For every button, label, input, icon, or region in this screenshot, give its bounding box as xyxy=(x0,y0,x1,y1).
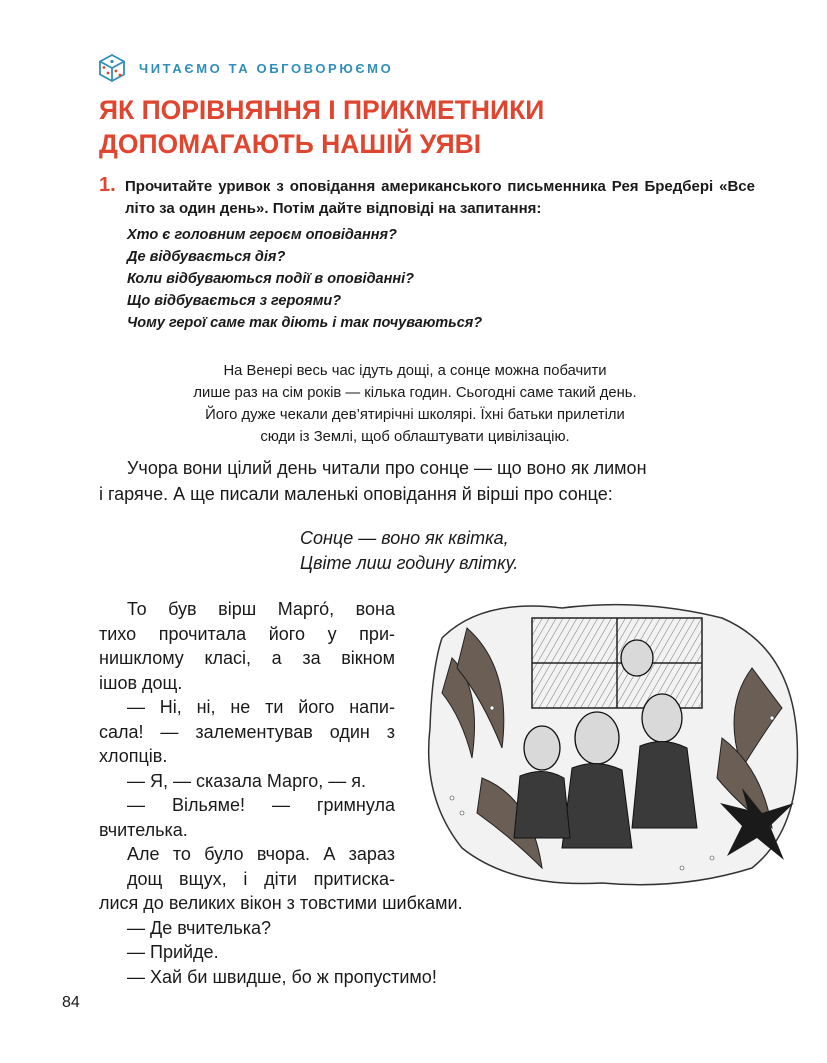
story-line: — Я, — сказала Марго, — я. xyxy=(127,770,367,791)
intro-line: сюди із Землі, щоб облаштувати цивілізацію. xyxy=(260,429,570,445)
story-line: — Ні, ні, не ти його напи- xyxy=(127,697,395,717)
story-line: То був вірш Марго́, вона xyxy=(127,599,395,619)
paragraph-line: Учора вони цілий день читали про сонце — що воно як лимон xyxy=(127,458,647,478)
paragraph-line: і гаряче. А ще писали маленькі оповідання й вірші про сонце: xyxy=(99,484,613,504)
title-line: ЯК ПОРІВНЯННЯ І ПРИКМЕТНИКИ xyxy=(99,95,545,125)
section-label: ЧИТАЄМО ТА ОБГОВОРЮЄМО xyxy=(139,60,394,76)
story-line: дощ вщух, і діти притиска- xyxy=(127,868,395,889)
classroom-rain-illustration xyxy=(422,598,806,890)
story-line: сала! — залементував один з xyxy=(99,721,395,742)
dice-cube-icon xyxy=(99,54,125,82)
story-line: — Прийде. xyxy=(127,942,219,962)
poem-line: Цвіте лиш годину влітку. xyxy=(300,553,519,573)
story-line: — Вільяме! — гримнула xyxy=(127,795,395,815)
story-line: хлопців. xyxy=(99,746,168,766)
intro-line: лише раз на сім років — кілька годин. Сьогодні саме такий день. xyxy=(193,385,637,401)
section-header xyxy=(99,54,393,82)
question-item: Хто є головним героєм оповідання? xyxy=(127,227,397,243)
story-line: Але то було вчора. А зараз xyxy=(127,844,395,864)
intro-line: На Венері весь час ідуть дощі, а сонце можна побачити xyxy=(223,363,607,379)
page-number: 84 xyxy=(62,994,80,1011)
story-line: тихо прочитала його у при- xyxy=(99,623,395,644)
story-line: лися до великих вікон з товстими шибками. xyxy=(99,893,463,913)
story-line: вчителька. xyxy=(99,819,188,840)
page-title xyxy=(99,93,799,161)
question-item: Коли відбуваються події в оповіданні? xyxy=(127,271,415,287)
story-line: — Де вчителька? xyxy=(127,917,272,938)
intro-line: Його дуже чекали дев’ятирічні школярі. Їхні батьки прилетіли xyxy=(205,407,625,423)
question-item: Де відбувається дія? xyxy=(127,249,286,265)
poem xyxy=(300,526,560,576)
title-line: ДОПОМАГАЮТЬ НАШІЙ УЯВІ xyxy=(99,129,482,159)
story-line: ішов дощ. xyxy=(99,672,183,693)
story-line: нишклому класі, а за вікном xyxy=(99,648,395,668)
story-intro xyxy=(130,360,700,448)
poem-line: Сонце — воно як квітка, xyxy=(300,528,509,548)
question-list xyxy=(127,224,755,334)
story-paragraph xyxy=(99,455,755,507)
question-item: Чому герої саме так діють і так почуваються? xyxy=(127,315,483,331)
question-item: Що відбувається з героями? xyxy=(127,293,342,309)
story-line: — Хай би швидше, бо ж пропустимо! xyxy=(127,966,437,987)
task-number: 1. xyxy=(99,174,116,196)
task-instruction: Прочитайте уривок з оповідання американського письменника Рея Бредбері «Все літо за один день». Потім дайте відповіді на запитання: xyxy=(125,178,755,217)
task-block xyxy=(99,176,755,334)
